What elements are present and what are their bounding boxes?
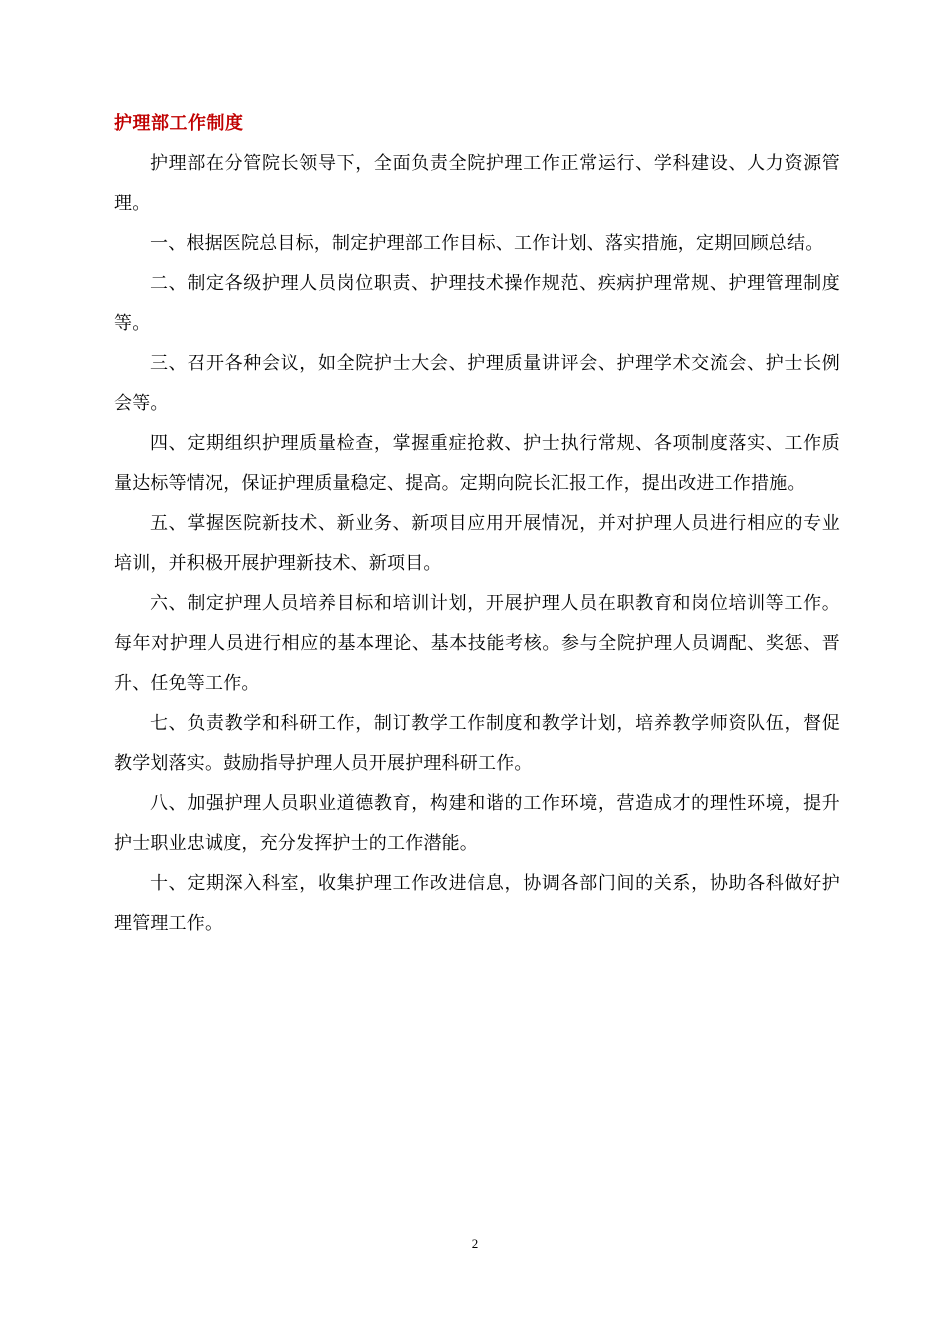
document-body — [114, 104, 840, 944]
paragraph-item-8: 八、加强护理人员职业道德教育，构建和谐的工作环境，营造成才的理性环境，提升护士职业忠诚度，充分发挥护士的工作潜能。 — [114, 793, 840, 854]
paragraph-item-10: 十、定期深入科室，收集护理工作改进信息，协调各部门间的关系，协助各科做好护理管理工作。 — [114, 873, 840, 934]
paragraph-item-1: 一、根据医院总目标，制定护理部工作目标、工作计划、落实措施，定期回顾总结。 — [150, 233, 824, 254]
paragraph-item-3: 三、召开各种会议，如全院护士大会、护理质量讲评会、护理学术交流会、护士长例会等。 — [114, 353, 840, 414]
paragraph-item-2: 二、制定各级护理人员岗位职责、护理技术操作规范、疾病护理常规、护理管理制度等。 — [114, 273, 840, 334]
page-number: 2 — [471, 1236, 479, 1251]
paragraph-item-4: 四、定期组织护理质量检查，掌握重症抢救、护士执行常规、各项制度落实、工作质量达标等情况，保证护理质量稳定、提高。定期向院长汇报工作，提出改进工作措施。 — [114, 433, 840, 494]
document-title: 护理部工作制度 — [114, 113, 244, 134]
paragraph-item-7: 七、负责教学和科研工作，制订教学工作制度和教学计划，培养教学师资队伍，督促教学划落实。鼓励指导护理人员开展护理科研工作。 — [114, 713, 840, 774]
paragraph-item-6: 六、制定护理人员培养目标和培训计划，开展护理人员在职教育和岗位培训等工作。每年对护理人员进行相应的基本理论、基本技能考核。参与全院护理人员调配、奖惩、晋升、任免等工作。 — [114, 593, 840, 694]
paragraph-item-5: 五、掌握医院新技术、新业务、新项目应用开展情况，并对护理人员进行相应的专业培训，并积极开展护理新技术、新项目。 — [114, 513, 840, 574]
paragraph-intro: 护理部在分管院长领导下，全面负责全院护理工作正常运行、学科建设、人力资源管理。 — [114, 153, 840, 214]
